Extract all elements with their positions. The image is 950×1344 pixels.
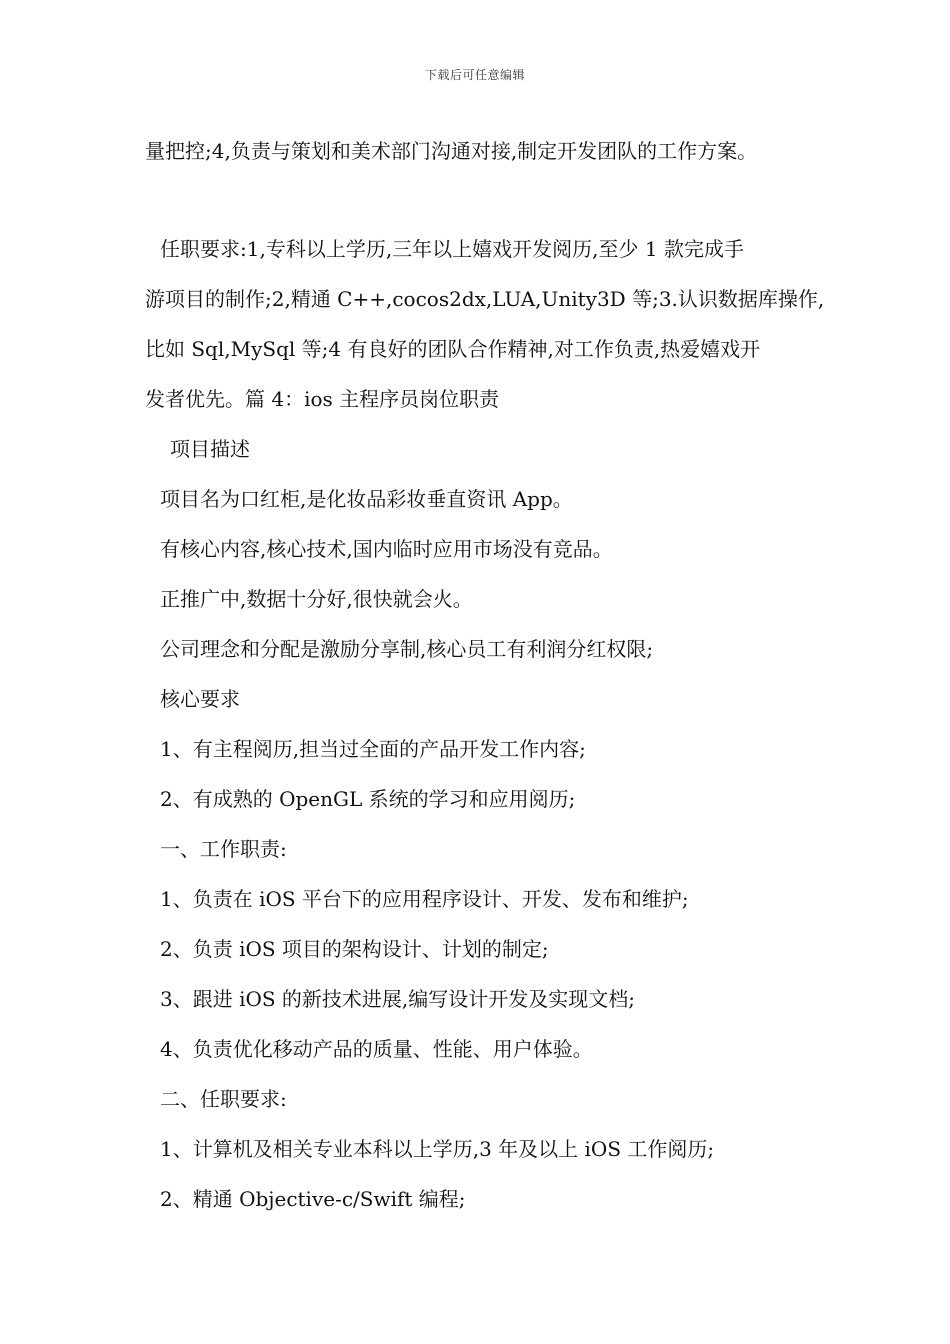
paragraph: 游项目的制作;2,精通 C++,cocos2dx,LUA,Unity3D 等;3.认识数据库操作, <box>145 287 825 311</box>
paragraph: 量把控;4,负责与策划和美术部门沟通对接,制定开发团队的工作方案。 <box>145 139 758 163</box>
paragraph: 任职要求:1,专科以上学历,三年以上嬉戏开发阅历,至少 1 款完成手 <box>160 237 744 261</box>
list-item: 2、有成熟的 OpenGL 系统的学习和应用阅历; <box>160 787 576 811</box>
list-item: 1、计算机及相关专业本科以上学历,3 年及以上 iOS 工作阅历; <box>160 1137 715 1161</box>
section-heading: 核心要求 <box>160 687 240 711</box>
page-header: 下载后可任意编辑 <box>424 68 525 82</box>
list-item: 1、负责在 iOS 平台下的应用程序设计、开发、发布和维护; <box>160 887 689 911</box>
paragraph: 公司理念和分配是激励分享制,核心员工有利润分红权限; <box>160 637 654 661</box>
list-item: 1、有主程阅历,担当过全面的产品开发工作内容; <box>160 737 586 761</box>
list-item: 3、跟进 iOS 的新技术进展,编写设计开发及实现文档; <box>160 987 636 1011</box>
section-heading: 二、任职要求: <box>160 1087 287 1111</box>
paragraph: 项目名为口红柜,是化妆品彩妆垂直资讯 App。 <box>160 487 573 511</box>
paragraph: 发者优先。篇 4：ios 主程序员岗位职责 <box>145 387 500 411</box>
list-item: 2、负责 iOS 项目的架构设计、计划的制定; <box>160 937 549 961</box>
list-item: 4、负责优化移动产品的质量、性能、用户体验。 <box>160 1037 593 1061</box>
paragraph: 正推广中,数据十分好,很快就会火。 <box>160 587 473 611</box>
list-item: 2、精通 Objective-c/Swift 编程; <box>160 1187 466 1211</box>
paragraph: 比如 Sql,MySql 等;4 有良好的团队合作精神,对工作负责,热爱嬉戏开 <box>145 337 761 361</box>
paragraph: 有核心内容,核心技术,国内临时应用市场没有竞品。 <box>160 537 613 561</box>
section-heading: 项目描述 <box>170 437 250 461</box>
section-heading: 一、工作职责: <box>160 837 287 861</box>
